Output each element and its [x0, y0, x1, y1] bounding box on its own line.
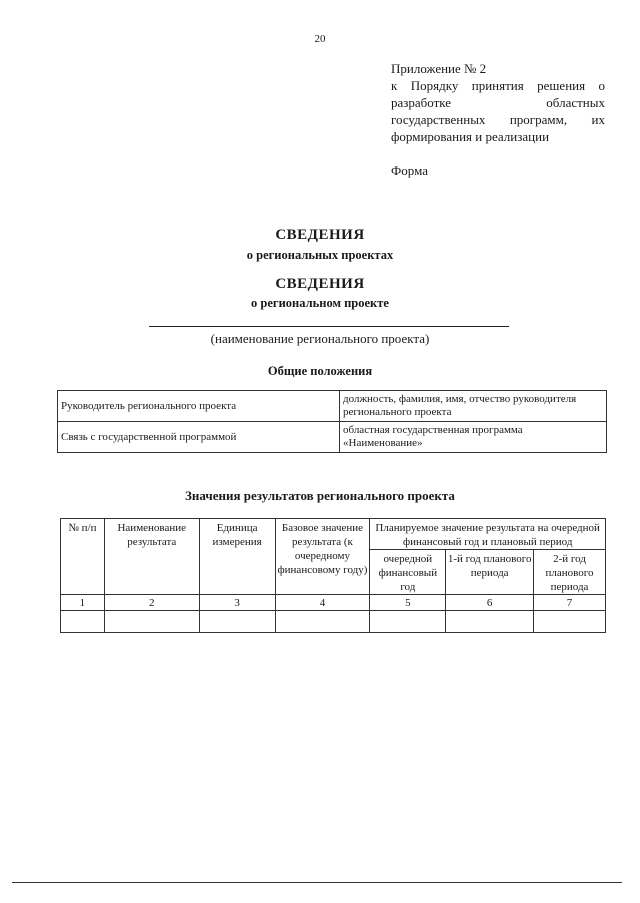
- page-bottom-rule: [12, 882, 622, 883]
- general-table: [57, 390, 607, 453]
- heading-2-subtitle: о региональном проекте: [251, 296, 389, 310]
- header-year-1: 1-й год планового периода: [446, 550, 534, 595]
- appendix-line-4: государственных программ, их: [391, 112, 605, 127]
- header-year-2: 2-й год планового периода: [534, 550, 606, 595]
- appendix-line-3: разработке областных: [391, 95, 605, 110]
- header-name: Наименование результата: [104, 519, 199, 595]
- appendix-header: [391, 60, 605, 179]
- column-number: 1: [61, 595, 105, 611]
- empty-cell: [534, 611, 606, 633]
- column-number: 7: [534, 595, 606, 611]
- column-number: 2: [104, 595, 199, 611]
- appendix-line-2: к Порядку принятия решения о: [391, 78, 605, 93]
- empty-cell: [275, 611, 370, 633]
- general-value-head: должность, фамилия, имя, отчество руководителя регионального проекта: [340, 391, 607, 422]
- heading-1-title: СВЕДЕНИЯ: [275, 227, 365, 243]
- header-base: Базовое значение результата (к очередному финансовому году): [275, 519, 370, 595]
- empty-cell: [104, 611, 199, 633]
- appendix-line-5: формирования и реализации: [391, 129, 550, 144]
- general-label-head: Руководитель регионального проекта: [58, 391, 340, 422]
- form-label: Форма: [391, 163, 428, 178]
- general-section-title: Общие положения: [267, 364, 373, 378]
- heading-1-subtitle: о региональных проектах: [246, 248, 394, 262]
- results-table: [60, 518, 606, 633]
- table-row: [58, 391, 607, 422]
- general-value-program: областная государственная программа «Наименование»: [340, 422, 607, 453]
- heading-2-title: СВЕДЕНИЯ: [275, 276, 365, 292]
- empty-cell: [61, 611, 105, 633]
- column-number: 5: [370, 595, 446, 611]
- header-unit: Единица измерения: [199, 519, 275, 595]
- empty-cell: [199, 611, 275, 633]
- header-planned: Планируемое значение результата на очередной финансовый год и плановый период: [370, 519, 606, 550]
- empty-cell: [446, 611, 534, 633]
- table-number-row: [61, 595, 606, 611]
- table-row: [58, 422, 607, 453]
- header-current-year: очередной финансовый год: [370, 550, 446, 595]
- page-number: 20: [314, 33, 326, 45]
- column-number: 4: [275, 595, 370, 611]
- project-name-line: [149, 326, 509, 327]
- table-row: [61, 611, 606, 633]
- appendix-title: Приложение № 2: [391, 61, 487, 76]
- column-number: 3: [199, 595, 275, 611]
- empty-cell: [370, 611, 446, 633]
- project-name-caption: (наименование регионального проекта): [210, 331, 430, 346]
- column-number: 6: [446, 595, 534, 611]
- table-header-row: [61, 519, 606, 550]
- header-num: № п/п: [61, 519, 105, 595]
- general-label-program: Связь с государственной программой: [58, 422, 340, 453]
- results-section-title: Значения результатов регионального проекта: [185, 488, 455, 503]
